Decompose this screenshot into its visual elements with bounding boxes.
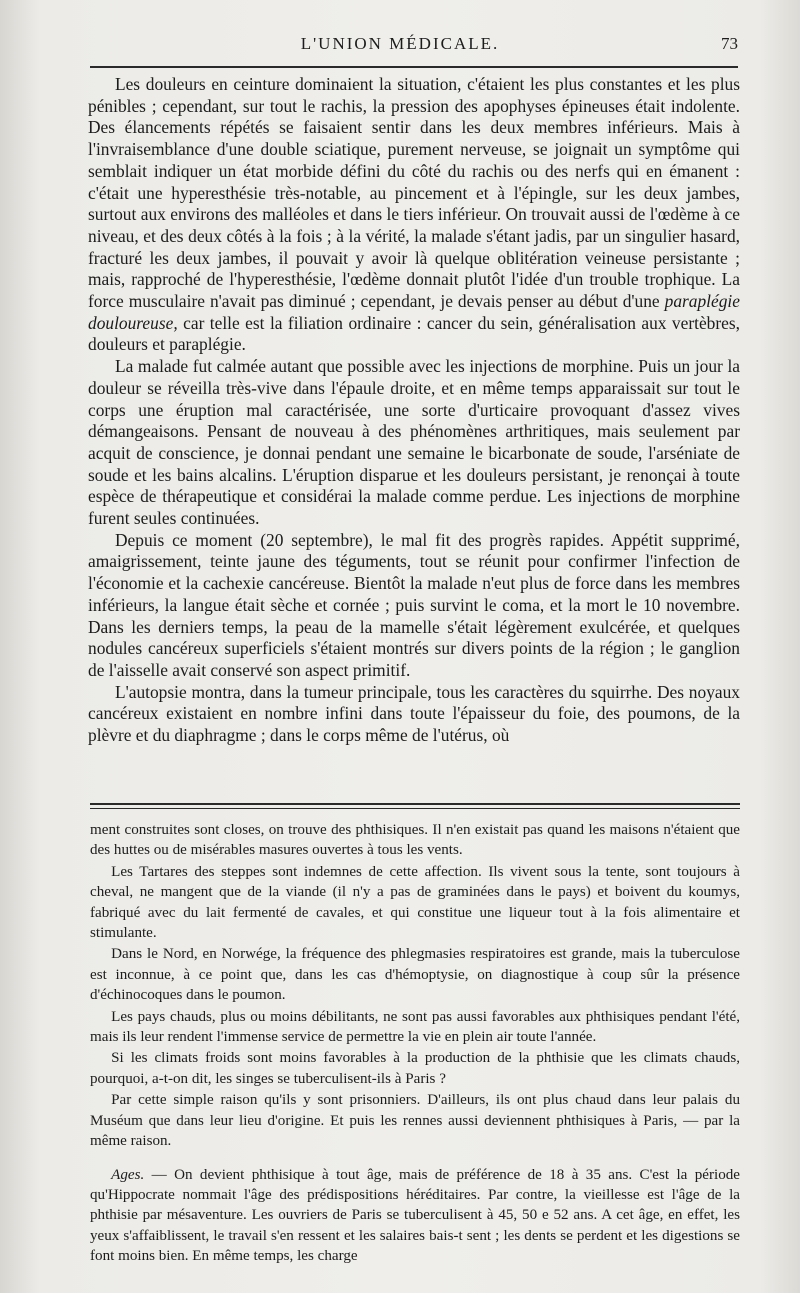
feuilleton-paragraph: Si les climats froids sont moins favorables à la production de la phthisie que les climats chauds, pourquoi, a-t-on dit, les singes se tuberculisent-ils à Paris ?	[90, 1050, 740, 1087]
main-paragraph: L'autopsie montra, dans la tumeur principale, tous les caractères du squirrhe. Des noyaux cancéreux existaient en nombre infini dans toute l'épaisseur du foie, des poumons, de la plèvre et du diaphragme ; dans le corps même de l'utérus, où	[88, 681, 740, 746]
feuilleton-paragraph: Dans le Nord, en Norwége, la fréquence des phlegmasies respiratoires est grande, mais la tuberculose est inconnue, à ce point que, dans les cas d'hémoptysie, on diagnostique à coup sûr la présence d'échinocoques dans le poumon.	[90, 946, 740, 1004]
paragraph-text: — On devient phthisique à tout âge, mais de préférence de 18 à 35 ans. C'est la période qu'Hippocrate nommait l'âge des prédispositions héréditaires. Par contre, la vieillesse est l'âge de la phthisie par mésaventure. Les ouvriers de Paris se tuberculisent à 45, 50 e 52 ans. A cet âge, en effet, les yeux s'affaiblissent, le travail s'en ressent et les salaires bais-t sent ; les dents se perdent et les digestions se font moins bien. En même temps, les charge	[90, 1166, 740, 1265]
running-title: L'UNION MÉDICALE.	[300, 34, 500, 53]
feuilleton-text	[90, 820, 740, 1268]
feuilleton-paragraph: Par cette simple raison qu'ils y sont prisonniers. D'ailleurs, ils ont plus chaud dans leur palais du Muséum que dans leur lieu d'origine. Et puis les rennes aussi deviennent phthisiques à Paris, — par la même raison.	[90, 1092, 740, 1150]
main-paragraph	[88, 74, 740, 356]
italic-term: paraplégie douloureuse,	[88, 291, 740, 333]
page-number: 73	[721, 34, 738, 53]
section-label: Ages.	[111, 1166, 145, 1183]
feuilleton-paragraph: ment construites sont closes, on trouve des phthisiques. Il n'en existait pas quand les maisons n'étaient que des huttes ou de misérables masures ouvertes à tous les vents.	[90, 822, 740, 859]
main-text	[88, 74, 740, 747]
paragraph-text: Les douleurs en ceinture dominaient la situation, c'étaient les plus constantes et les plus pénibles ; cependant, sur tout le rachis, la pression des apophyses épineuses était indolente. Des élancements répétés se faisaient sentir dans les deux membres inférieurs. Mais à l'invraisemblance d'une double sciatique, purement nerveuse, se joignait un symptôme qui semblait indiquer un état morbide défini du côté du rachis ou des nerfs qui en émanent : c'était une hyperesthésie très-notable, au pincement et à l'épingle, sur les deux jambes, surtout aux environs des malléoles et dans le tiers inférieur. On trouvait aussi de l'œdème à ce niveau, et des deux côtés à la fois ; à la vérité, la malade s'étant jadis, par un singulier hasard, fracturé les deux jambes, il pouvait y avoir là quelque oblitération veineuse persistante ; mais, rapproché de l'hyperesthésie, l'œdème donnait plutôt l'idée d'un trouble trophique. La force musculaire n'avait pas diminué ; cependant, je devais penser au début d'une	[88, 74, 740, 312]
footnote-rule	[90, 803, 740, 805]
main-paragraph: La malade fut calmée autant que possible avec les injections de morphine. Puis un jour la douleur se réveilla très-vive dans l'épaule droite, et en même temps apparaissait sur tout le corps une éruption mal caractérisée, une sorte d'urticaire provoquant d'assez vives démangeaisons. Pensant de nouveau à des phénomènes arthritiques, mais seulement par acquit de conscience, je donnai pendant une semaine le bicarbonate de soude, l'arséniate de soude et les bains alcalins. L'éruption disparue et les douleurs persistant, je renonçai à toute espèce de thérapeutique et considérai la malade comme perdue. Les injections de morphine furent seules continuées.	[88, 356, 740, 529]
header-rule	[90, 66, 738, 68]
feuilleton-paragraph: Les pays chauds, plus ou moins débilitants, ne sont pas aussi favorables aux phthisiques pendant l'été, mais ils leur rendent l'immense service de permettre la vie en plein air toute l'année.	[90, 1008, 740, 1046]
main-paragraph: Depuis ce moment (20 septembre), le mal fit des progrès rapides. Appétit supprimé, amaigrissement, teinte jaune des téguments, tout se réunit pour confirmer l'infection de l'économie et la cachexie cancéreuse. Bientôt la malade n'eut plus de force dans les membres inférieurs, la langue était sèche et cornée ; puis survint le coma, et la mort le 10 novembre. Dans les derniers temps, la peau de la mamelle s'était légèrement exulcérée, et quelques nodules cancéreux superficiels s'étaient montrés sur divers points de la région ; le ganglion de l'aisselle avait conservé son aspect primitif.	[88, 529, 740, 680]
paragraph-text: car telle est la filiation ordinaire : cancer du sein, généralisation aux vertèbres, douleurs et paraplégie.	[88, 312, 740, 355]
feuilleton-paragraph	[90, 1165, 740, 1267]
feuilleton-paragraph: Les Tartares des steppes sont indemnes de cette affection. Ils vivent sous la tente, sont toujours à cheval, ne mangent que de la viande (il n'y a pas de graminées dans le pays) et boivent du koumys, fabriqué avec du lait fermenté de cavales, et qui constitue une liqueur tout à la fois alimentaire et stimulante.	[90, 863, 740, 942]
footnote-rule-thin	[90, 808, 740, 809]
page-header	[0, 34, 800, 58]
